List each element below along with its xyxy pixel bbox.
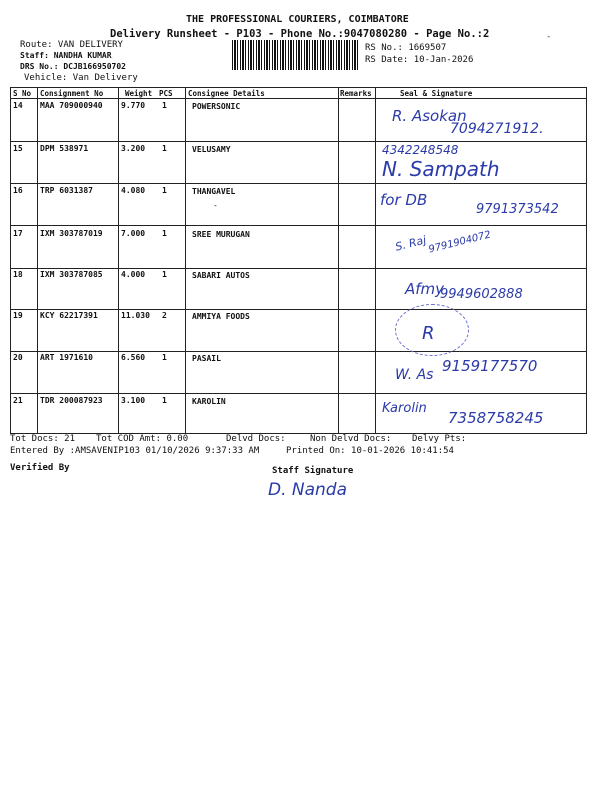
row-weight: 7.000 bbox=[121, 229, 146, 238]
company-title: THE PROFESSIONAL COURIERS, COIMBATORE bbox=[186, 14, 409, 25]
signature-phone: 9791373542 bbox=[476, 202, 559, 217]
row-sno: 16 bbox=[13, 186, 23, 195]
signature-name: Afmy bbox=[405, 280, 445, 298]
row-pcs: 1 bbox=[162, 101, 167, 110]
signature-phone: 9791904072 bbox=[427, 229, 493, 256]
row-weight: 3.100 bbox=[121, 396, 146, 405]
non-delvd-docs: Non Delvd Docs: bbox=[310, 434, 392, 444]
row-pcs: 1 bbox=[162, 186, 167, 195]
row-sno: 15 bbox=[13, 144, 23, 153]
row-sno: 17 bbox=[13, 229, 23, 238]
signature-phone: 4342248548 bbox=[382, 143, 459, 157]
row-consignee: SABARI AUTOS bbox=[192, 271, 250, 280]
row-consignee: AMMIYA FOODS bbox=[192, 312, 250, 321]
row-consignee: KAROLIN bbox=[192, 397, 226, 406]
tot-cod: Tot COD Amt: 0.00 bbox=[96, 434, 189, 444]
row-consignee: SREE MURUGAN bbox=[192, 230, 250, 239]
staff-label: Staff: NANDHA KUMAR bbox=[20, 51, 112, 60]
row-pcs: 2 bbox=[162, 311, 167, 320]
header-consignment: Consignment No bbox=[40, 89, 104, 98]
row-sno: 14 bbox=[13, 101, 23, 110]
row-consignment: IXM 303787085 bbox=[40, 270, 103, 279]
row-pcs: 1 bbox=[162, 144, 167, 153]
signature-phone: 7358758245 bbox=[448, 409, 544, 427]
row-sno: 19 bbox=[13, 311, 23, 320]
drs-label: DRS No.: DCJB166950702 bbox=[20, 62, 126, 71]
row-consignee: PASAIL bbox=[192, 354, 221, 363]
header-signature: Seal & Signature bbox=[400, 89, 473, 98]
row-consignee: THANGAVEL bbox=[192, 187, 236, 196]
verified-by: Verified By bbox=[10, 463, 70, 473]
row-consignment: TDR 200087923 bbox=[40, 396, 103, 405]
row-weight: 4.000 bbox=[121, 270, 146, 279]
barcode bbox=[232, 40, 360, 70]
row-weight: 3.200 bbox=[121, 144, 146, 153]
row-consignment: KCY 62217391 bbox=[40, 311, 98, 320]
signature-name: R. Asokan bbox=[392, 107, 467, 125]
row-consignment: MAA 709000940 bbox=[40, 101, 103, 110]
row-consignment: ART 1971610 bbox=[40, 353, 93, 362]
tot-docs: Tot Docs: 21 bbox=[10, 434, 76, 444]
page-mark: - bbox=[546, 32, 552, 42]
printed-on: Printed On: 10-01-2026 10:41:54 bbox=[286, 446, 454, 456]
row-extra: - bbox=[213, 201, 218, 210]
row-pcs: 1 bbox=[162, 396, 167, 405]
row-weight: 4.080 bbox=[121, 186, 146, 195]
row-sno: 18 bbox=[13, 270, 23, 279]
row-pcs: 1 bbox=[162, 270, 167, 279]
signature-phone: 7094271912. bbox=[450, 121, 544, 137]
header-consignee: Consignee Details bbox=[188, 89, 265, 98]
delvd-docs: Delvd Docs: bbox=[226, 434, 286, 444]
seal-stamp bbox=[395, 304, 469, 356]
row-sno: 20 bbox=[13, 353, 23, 362]
row-consignee: VELUSAMY bbox=[192, 145, 231, 154]
signature-name: W. As bbox=[395, 367, 434, 383]
header-remarks: Remarks bbox=[340, 89, 372, 98]
runsheet-subtitle: Delivery Runsheet - P103 - Phone No.:9047080280 - Page No.:2 bbox=[110, 28, 490, 40]
row-sno: 21 bbox=[13, 396, 23, 405]
header-pcs: PCS bbox=[159, 89, 173, 98]
delvy-pts: Delvy Pts: bbox=[412, 434, 467, 444]
row-consignment: TRP 6031387 bbox=[40, 186, 93, 195]
staff-signature: D. Nanda bbox=[268, 480, 348, 500]
header-weight: Weight bbox=[125, 89, 153, 98]
signature-name: S. Raj bbox=[393, 233, 428, 254]
entered-by: Entered By :AMSAVENIP103 01/10/2026 9:37:33 AM bbox=[10, 446, 260, 456]
staff-signature-label: Staff Signature bbox=[272, 466, 354, 476]
signature-name: R bbox=[422, 323, 435, 344]
row-weight: 9.770 bbox=[121, 101, 146, 110]
row-consignment: IXM 303787019 bbox=[40, 229, 103, 238]
vehicle-label: Vehicle: Van Delivery bbox=[24, 73, 138, 83]
signature-phone: 9949602888 bbox=[440, 287, 523, 302]
row-weight: 11.030 bbox=[121, 311, 150, 320]
row-consignee: POWERSONIC bbox=[192, 102, 241, 111]
signature-name: Karolin bbox=[382, 401, 427, 416]
signature-name: N. Sampath bbox=[382, 157, 500, 181]
row-weight: 6.560 bbox=[121, 353, 146, 362]
signature-name: for DB bbox=[380, 191, 428, 209]
route-label: Route: VAN DELIVERY bbox=[20, 40, 123, 50]
rs-date: RS Date: 10-Jan-2026 bbox=[365, 55, 474, 65]
row-consignment: DPM 538971 bbox=[40, 144, 89, 153]
runsheet-table bbox=[10, 87, 587, 434]
header-sno: S No bbox=[13, 89, 32, 98]
row-pcs: 1 bbox=[162, 353, 167, 362]
row-pcs: 1 bbox=[162, 229, 167, 238]
rs-number: RS No.: 1669507 bbox=[365, 43, 447, 53]
signature-phone: 9159177570 bbox=[442, 357, 538, 375]
